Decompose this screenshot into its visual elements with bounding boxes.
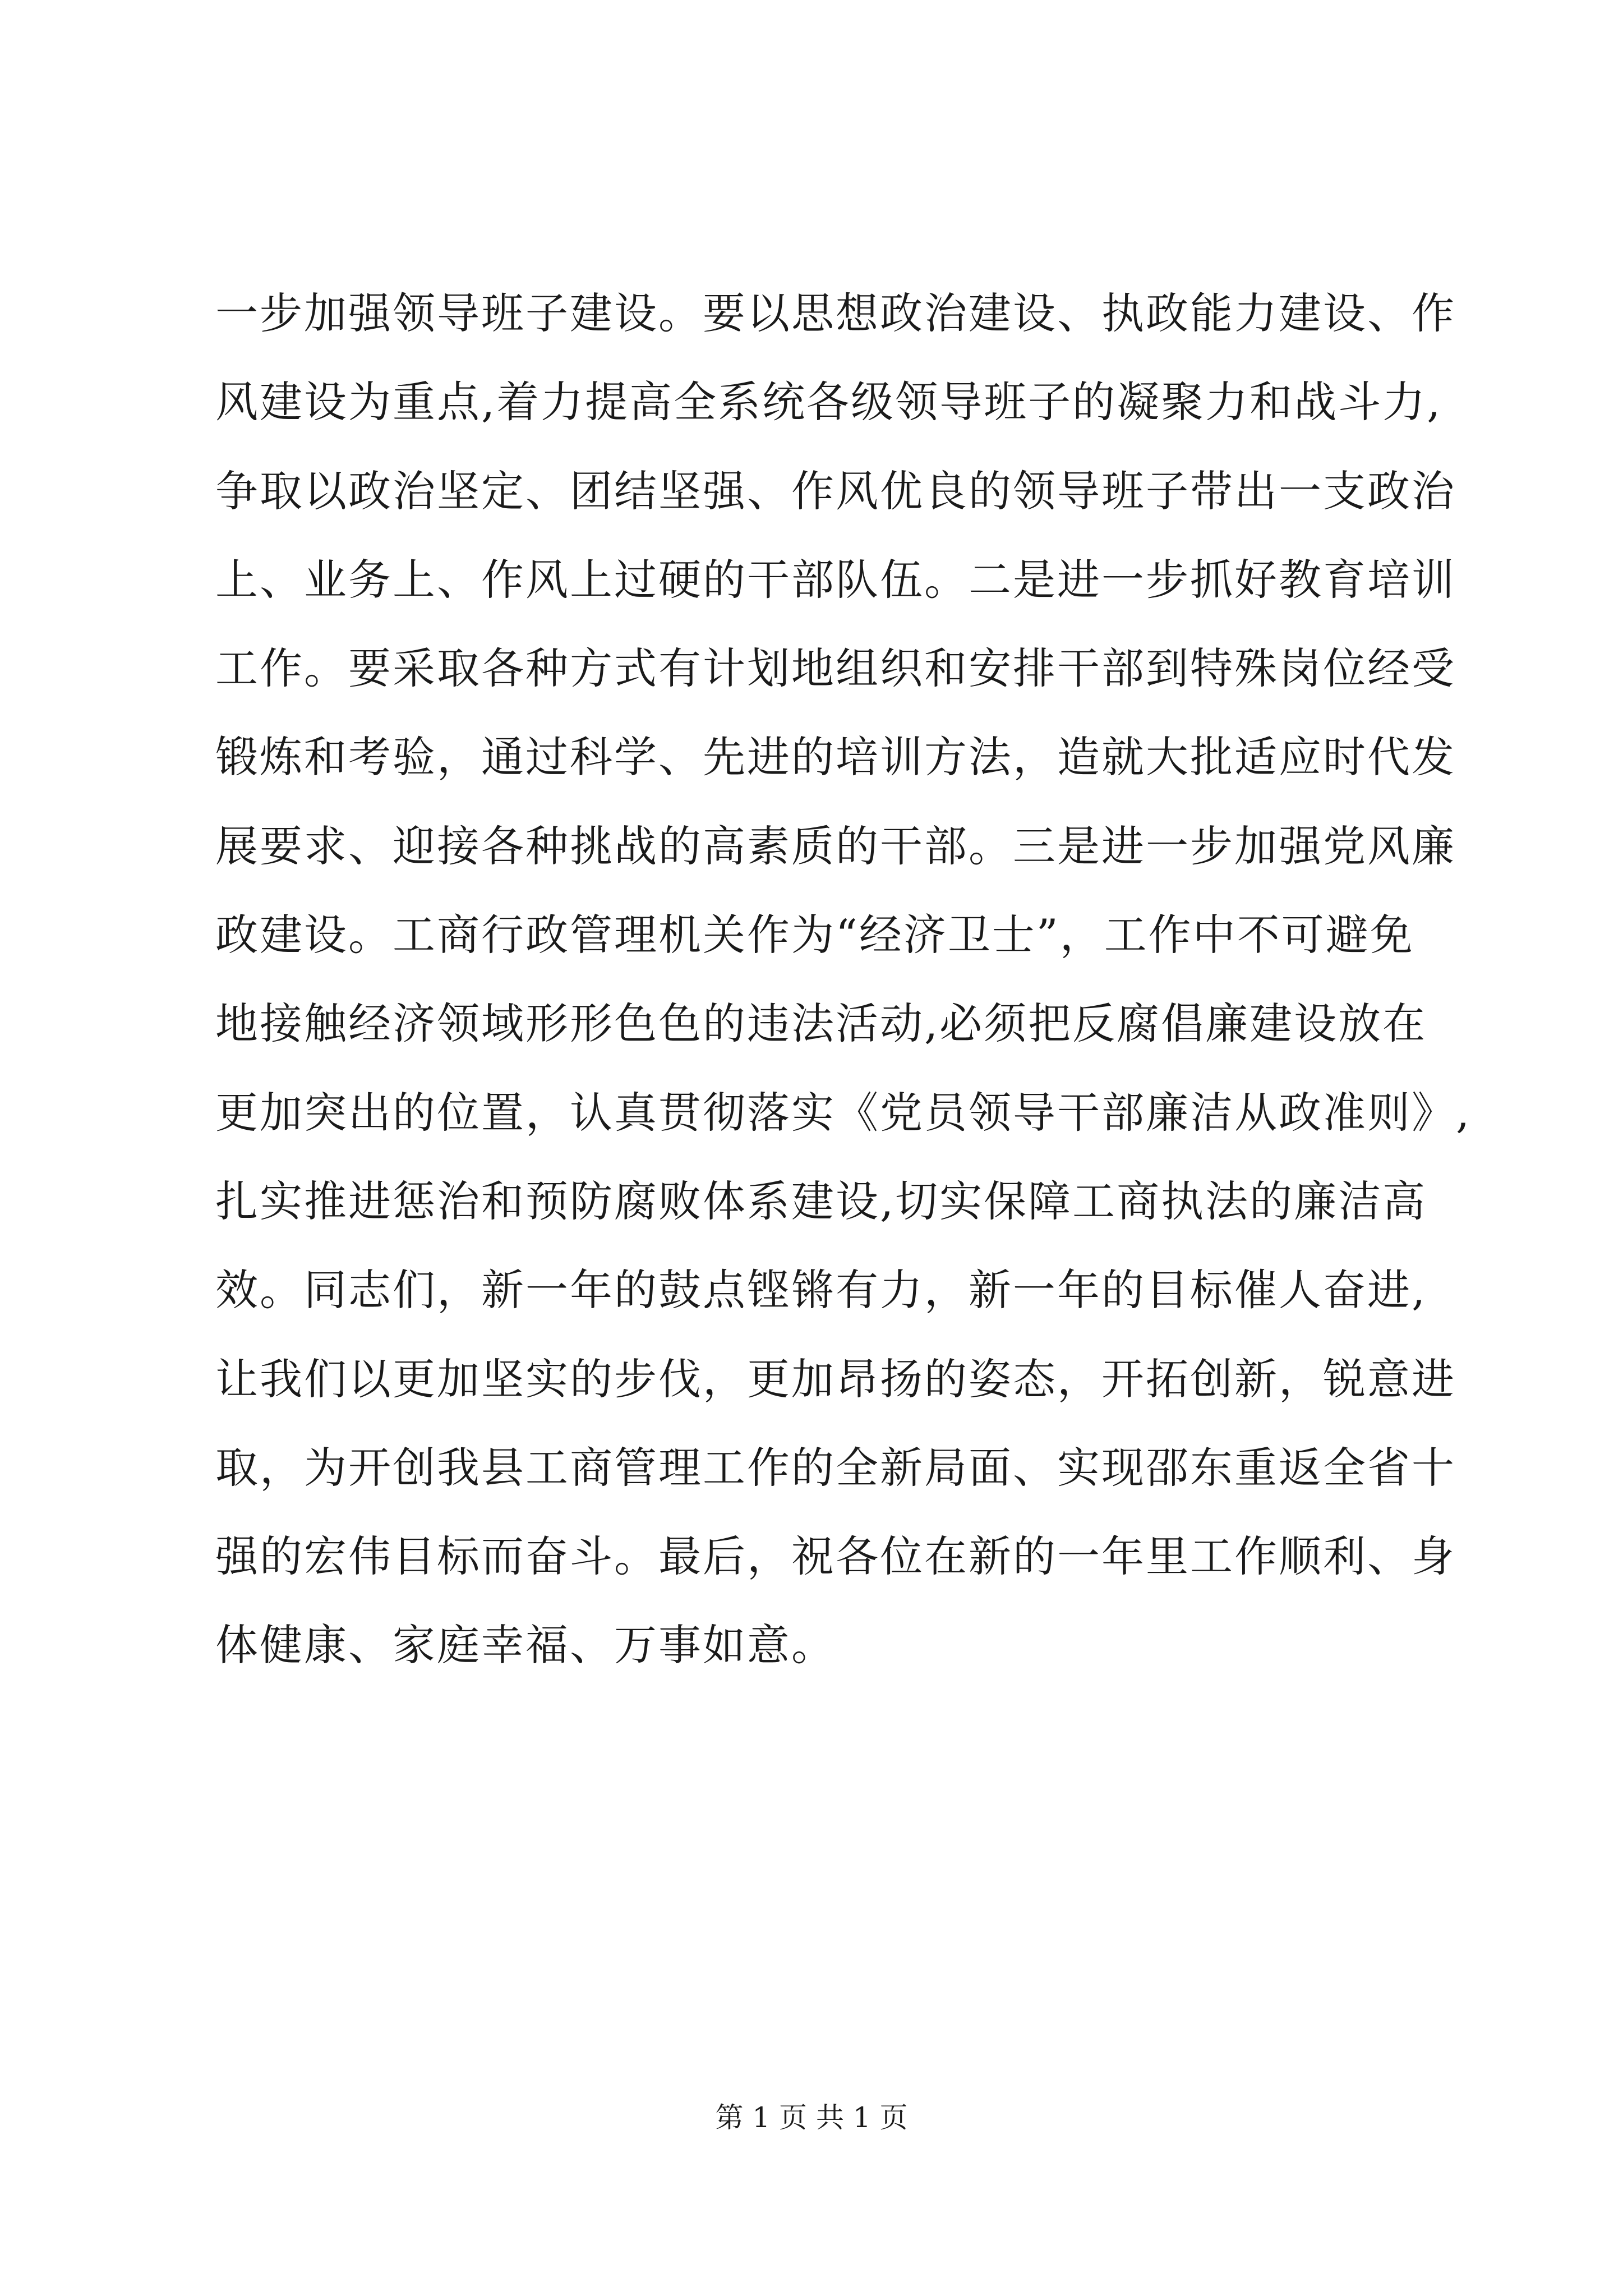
text-line: 一步加强领导班子建设。要以思想政治建设、执政能力建设、作 — [215, 288, 1456, 338]
text-line: 更加突出的位置，认真贯彻落实《党员领导干部廉洁从政准则》, — [215, 1087, 1472, 1138]
text-line: 让我们以更加坚实的步伐，更加昂扬的姿态，开拓创新，锐意进 — [215, 1354, 1456, 1404]
text-line: 效。同志们，新一年的鼓点铿锵有力，新一年的目标催人奋进, — [215, 1265, 1427, 1315]
text-line: 体健康、家庭幸福、万事如意。 — [215, 1620, 836, 1671]
text-line: 工作。要采取各种方式有计划地组织和安排干部到特殊岗位经受 — [215, 643, 1456, 694]
text-line: 强的宏伟目标而奋斗。最后，祝各位在新的一年里工作顺利、身 — [215, 1531, 1456, 1582]
text-line: 上、业务上、作风上过硬的干部队伍。二是进一步抓好教育培训 — [215, 554, 1456, 605]
body-paragraph — [215, 269, 1477, 1690]
text-line: 取，为开创我县工商管理工作的全新局面、实现邵东重返全省十 — [215, 1442, 1456, 1493]
text-line: 争取以政治坚定、团结坚强、作风优良的领导班子带出一支政治 — [215, 466, 1456, 516]
text-line: 展要求、迎接各种挑战的高素质的干部。三是进一步加强党风廉 — [215, 821, 1456, 871]
page-number-footer: 第 1 页 共 1 页 — [715, 2101, 908, 2134]
text-line: 政建设。工商行政管理机关作为“经济卫士”，工作中不可避免 — [215, 910, 1414, 960]
text-line: 风建设为重点,着力提高全系统各级领导班子的凝聚力和战斗力, — [215, 377, 1442, 427]
text-line: 锻炼和考验，通过科学、先进的培训方法，造就大批适应时代发 — [215, 732, 1456, 783]
text-line: 地接触经济领域形形色色的违法活动,必须把反腐倡廉建设放在 — [215, 999, 1427, 1049]
text-line: 扎实推进惩治和预防腐败体系建设,切实保障工商执法的廉洁高 — [215, 1176, 1427, 1226]
